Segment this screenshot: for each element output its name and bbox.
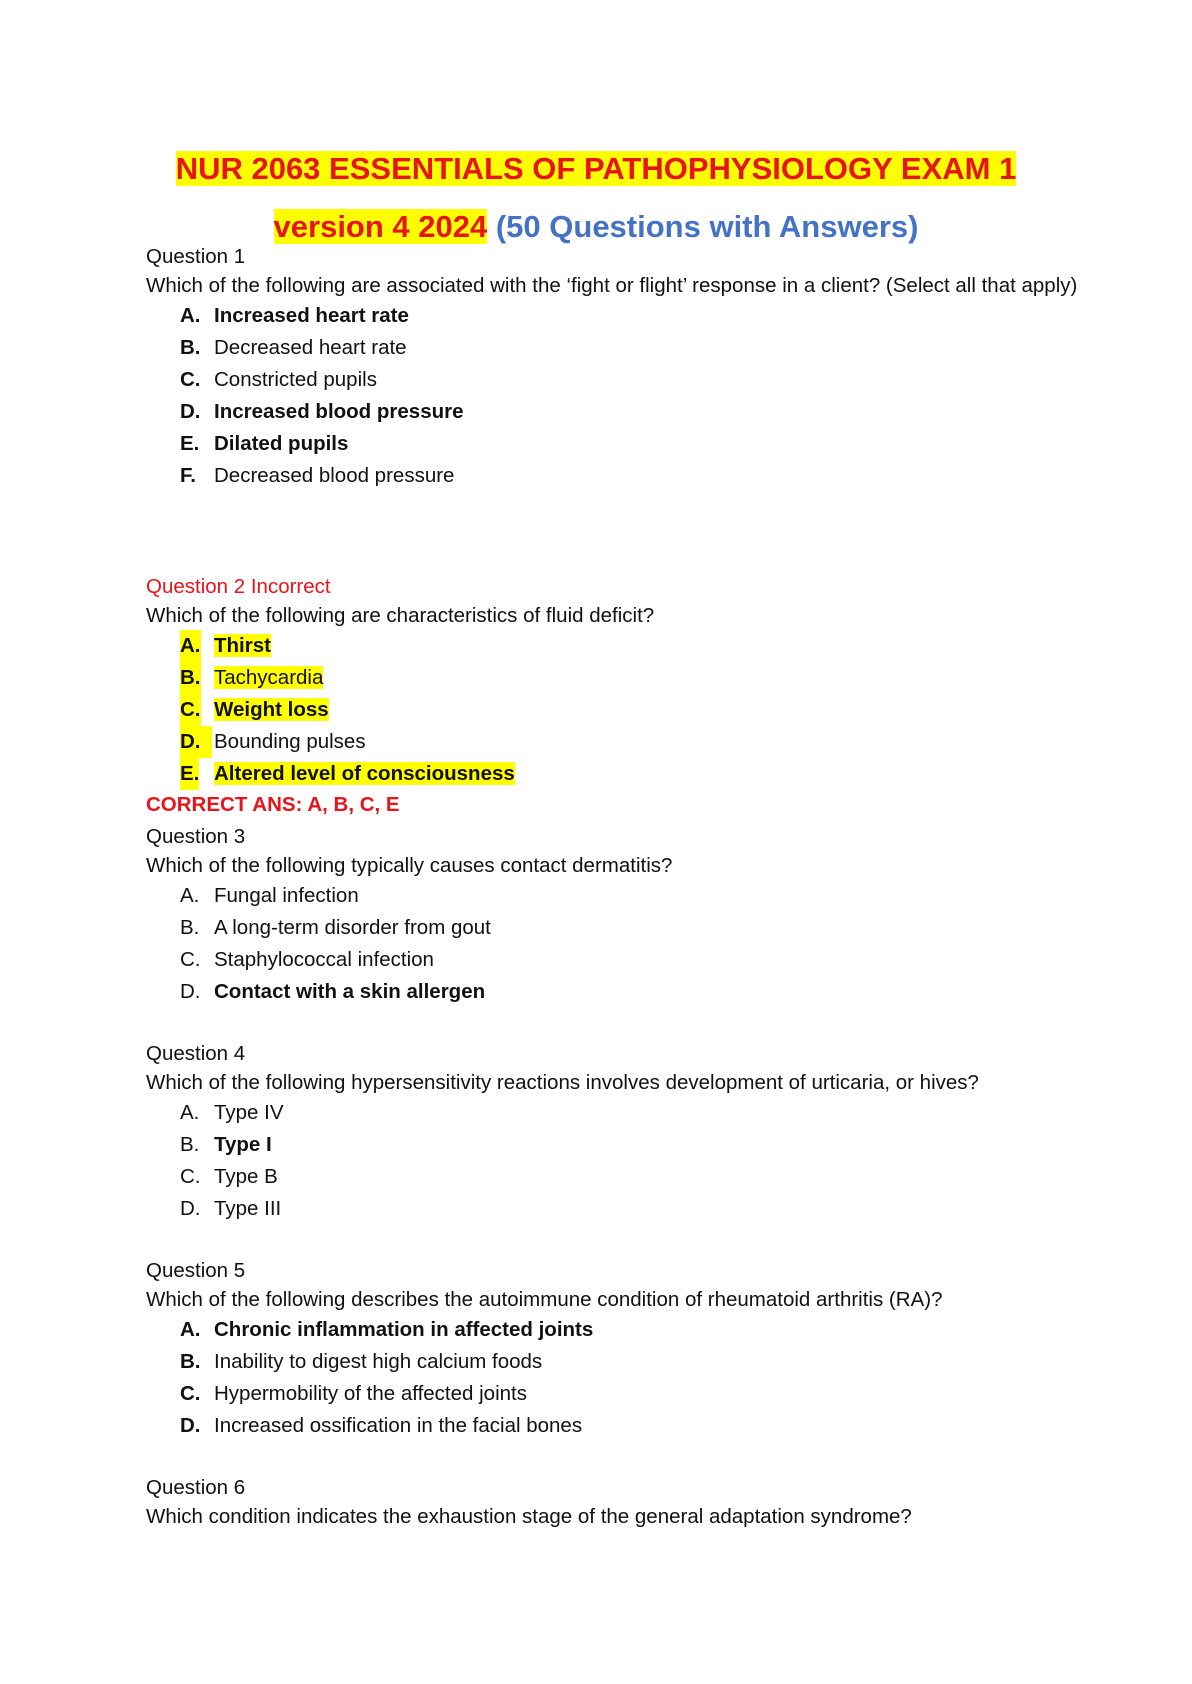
question-text: Which of the following are associated with the ‘fight or flight’ response in a client? (Select all that apply) [146,274,1078,297]
option-a: A. Chronic inflammation in affected joints [180,1318,594,1341]
question-2 [146,572,1086,819]
option-e: E. Dilated pupils [180,432,349,455]
question-heading: Question 5 [146,1259,246,1282]
option-b: B. Inability to digest high calcium foods [180,1350,543,1373]
option-c: C. Staphylococcal infection [180,948,434,971]
option-c: C. Hypermobility of the affected joints [180,1382,527,1405]
option-b: B. Decreased heart rate [180,336,407,359]
option-list [146,1314,1086,1442]
option-c: C. Type B [180,1165,278,1188]
question-heading: Question 1 [146,245,246,268]
question-text: Which condition indicates the exhaustion stage of the general adaptation syndrome? [146,1505,912,1528]
question-6 [146,1473,1086,1531]
option-b: B. Type I [180,1133,272,1156]
option-d: D. Type III [180,1197,282,1220]
question-3 [146,822,1086,1008]
option-f: F. Decreased blood pressure [180,464,455,487]
option-c: C. Constricted pupils [180,368,377,391]
question-text: Which of the following describes the autoimmune condition of rheumatoid arthritis (RA)? [146,1288,943,1311]
option-d: D. Increased blood pressure [180,400,464,423]
question-heading: Question 2 Incorrect [146,575,331,598]
option-d: D. Increased ossification in the facial bones [180,1414,583,1437]
option-a: A. Fungal infection [180,884,359,907]
option-d: D. Bounding pulses [146,726,1086,758]
question-text: Which of the following typically causes contact dermatitis? [146,854,673,877]
option-c: C. Weight loss [146,694,1086,726]
option-list [146,880,1086,1008]
question-text: Which of the following hypersensitivity reactions involves development of urticaria, or hives? [146,1071,979,1094]
option-a: A. Increased heart rate [180,304,409,327]
option-b: B. A long-term disorder from gout [180,916,491,939]
question-heading: Question 4 [146,1042,246,1065]
title-line1-text: NUR 2063 ESSENTIALS OF PATHOPHYSIOLOGY EXAM 1 [175,151,1017,186]
option-list [146,300,1086,492]
question-4 [146,1039,1086,1225]
question-1 [146,242,1086,492]
option-a: A. Thirst [146,630,1086,662]
option-e: E. Altered level of consciousness [146,758,1086,790]
question-heading: Question 3 [146,825,246,848]
title-version: version 4 2024 [273,209,488,244]
option-b: B. Tachycardia [146,662,1086,694]
correct-answer: CORRECT ANS: A, B, C, E [146,793,400,816]
question-text: Which of the following are characteristics of fluid deficit? [146,604,655,627]
option-list [146,1097,1086,1225]
title-subtitle: (50 Questions with Answers) [487,209,919,244]
question-heading: Question 6 [146,1476,246,1499]
option-list [146,630,1086,790]
document-title-line1 [0,140,1192,198]
question-5 [146,1256,1086,1442]
option-a: A. Type IV [180,1101,284,1124]
option-d: D. Contact with a skin allergen [180,980,486,1003]
